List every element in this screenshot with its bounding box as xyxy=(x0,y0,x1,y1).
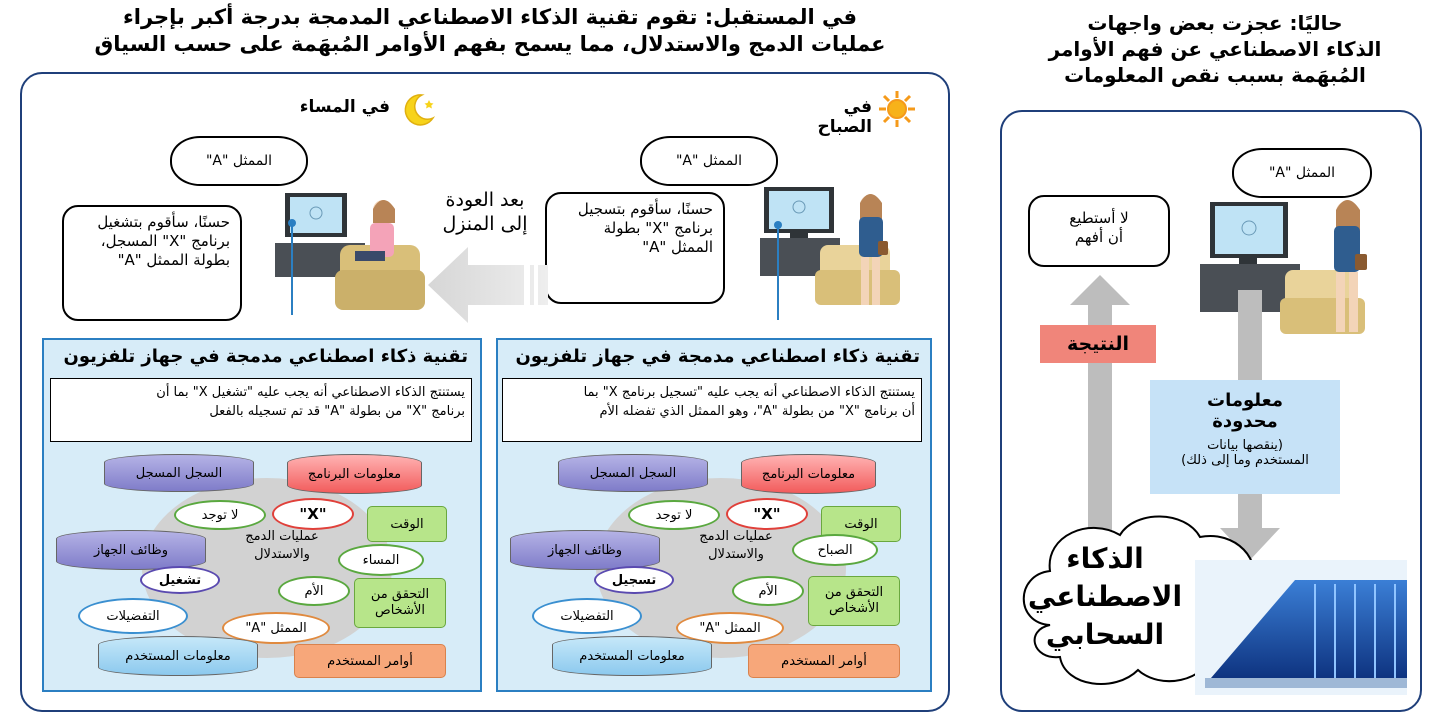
server-rack-icon xyxy=(1195,560,1407,695)
none-bubble: لا توجد xyxy=(628,500,720,530)
none-bubble: لا توجد xyxy=(174,500,266,530)
morning-ai-heading: تقنية ذكاء اصطناعي مدمجة في جهاز تلفزيون xyxy=(515,346,920,367)
morning-actor-bubble: الممثل "A" xyxy=(640,136,778,186)
mother-oval: الأم xyxy=(278,576,350,606)
limited-info-box: معلومات محدودة (ينقصها بيانات المستخدم وما إلى ذلك) xyxy=(1150,380,1340,494)
morning-speech-bubble: حسنًا، سأقوم بتسجيل برنامج "X" بطولة الممثل "A" xyxy=(545,192,725,304)
after-return-label: بعد العودة إلى المنزل xyxy=(442,189,528,235)
person-check-box: التحقق من الأشخاص xyxy=(808,576,900,626)
morning-inference-diagram xyxy=(496,448,928,688)
evening-ai-heading: تقنية ذكاء اصطناعي مدمجة في جهاز تلفزيون xyxy=(63,346,468,367)
left-arrow xyxy=(428,245,548,325)
current-title: حاليًا: عجزت بعض واجهات الذكاء الاصطناعي عن فهم الأوامر المُبهَمة بسبب نقص المعلومات xyxy=(1048,11,1382,87)
current-actor-bubble: الممثل "A" xyxy=(1232,148,1372,198)
center-label: عمليات الدمج والاستدلال xyxy=(699,529,773,562)
person-check-box: التحقق من الأشخاص xyxy=(354,578,446,628)
morning-label: في الصباح xyxy=(790,90,920,126)
program-info-cylinder: معلومات البرنامج xyxy=(287,454,422,494)
moon-icon xyxy=(400,92,436,128)
evening-inference-diagram xyxy=(42,448,474,688)
device-functions-cylinder: وظائف الجهاز xyxy=(56,530,206,570)
user-commands-box: أوامر المستخدم xyxy=(294,644,446,678)
recorded-log-cylinder: السجل المسجل xyxy=(104,454,254,492)
program-info-cylinder: معلومات البرنامج xyxy=(741,454,876,494)
future-title: في المستقبل: تقوم تقنية الذكاء الاصطناعي المدمجة بدرجة أكبر بإجراء عمليات الدمج والاستدلال، مما يسمح بفهم الأوامر المُبهَمة على حسب السياق xyxy=(94,5,886,56)
current-speech-bubble: لا أستطيع أن أفهم xyxy=(1028,195,1170,267)
user-info-cylinder: معلومات المستخدم xyxy=(98,636,258,676)
x-value-oval: "X" xyxy=(272,498,354,530)
user-info-cylinder: معلومات المستخدم xyxy=(552,636,712,676)
preferences-oval: التفضيلات xyxy=(78,598,188,634)
result-label: النتيجة xyxy=(1040,325,1156,363)
x-value-oval: "X" xyxy=(726,498,808,530)
preferences-oval: التفضيلات xyxy=(532,598,642,634)
action-oval: تسجيل xyxy=(594,566,674,594)
evening-actor-bubble: الممثل "A" xyxy=(170,136,308,186)
time-box: الوقت xyxy=(367,506,447,542)
time-value-oval: المساء xyxy=(338,544,424,576)
evening-tv-scene xyxy=(245,185,430,315)
time-box: الوقت xyxy=(821,506,901,542)
user-commands-box: أوامر المستخدم xyxy=(748,644,900,678)
device-functions-cylinder: وظائف الجهاز xyxy=(510,530,660,570)
mother-oval: الأم xyxy=(732,576,804,606)
actor-a-oval: الممثل "A" xyxy=(222,612,330,644)
evening-label: في المساء xyxy=(290,90,440,126)
evening-ai-desc: يستنتج الذكاء الاصطناعي أنه يجب عليه "تشغيل X" بما أن برنامج "X" من بطولة "A" قد تم تسجيله بالفعل xyxy=(50,378,472,442)
cloud-ai-label: الذكاء الاصطناعي السحابي xyxy=(1027,542,1183,651)
recorded-log-cylinder: السجل المسجل xyxy=(558,454,708,492)
evening-speech-bubble: حسنًا، سأقوم بتشغيل برنامج "X" المسجل، بطولة الممثل "A" xyxy=(62,205,242,321)
center-label: عمليات الدمج والاستدلال xyxy=(245,529,319,562)
morning-ai-desc: يستنتج الذكاء الاصطناعي أنه يجب عليه "تسجيل برنامج X" بما أن برنامج "X" من بطولة "A"، وهو الممثل الذي تفضله الأم xyxy=(502,378,922,442)
action-oval: تشغيل xyxy=(140,566,220,594)
actor-a-oval: الممثل "A" xyxy=(676,612,784,644)
time-value-oval: الصباح xyxy=(792,534,878,566)
sun-icon xyxy=(878,90,916,128)
morning-tv-scene xyxy=(720,175,920,320)
